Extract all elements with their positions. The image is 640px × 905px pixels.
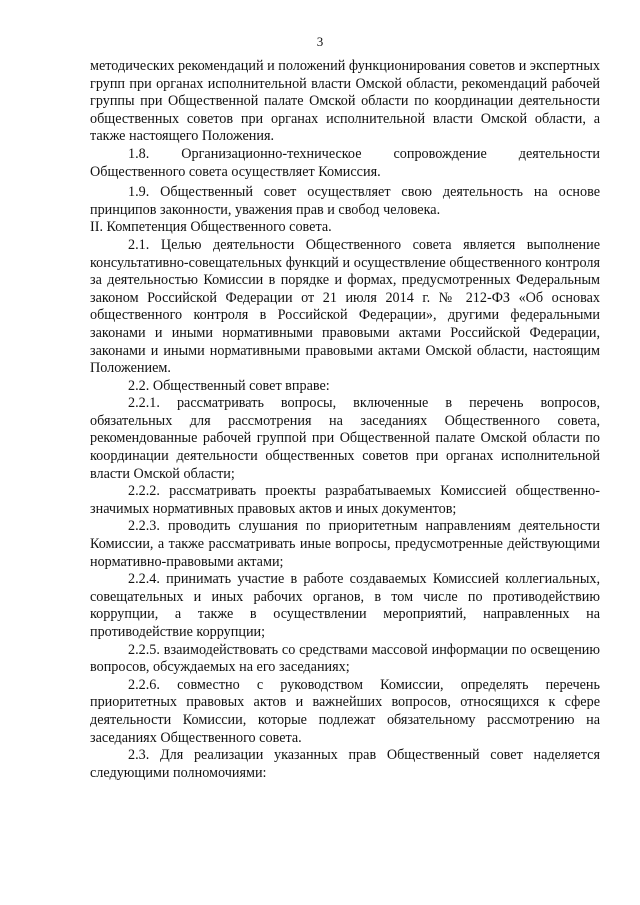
paragraph-2-2-1: 2.2.1. рассматривать вопросы, включенные в перечень вопросов, обязательных для рассмотрения на заседаниях Общественного совета, рекомендованные рабочей группой при Общественной палате Омской области по координации деятельности общественных советов при органах исполнительной власти Омской области;: [90, 395, 600, 482]
paragraph-2-2-2: 2.2.2. рассматривать проекты разрабатываемых Комиссией общественно-значимых нормативных правовых актов и иных документов;: [90, 483, 600, 517]
document-body: [90, 58, 600, 782]
paragraph-2-2-6: 2.2.6. совместно с руководством Комиссии, определять перечень приоритетных правовых актов и важнейших вопросов, относящихся к сфере деятельности Комиссии, которые подлежат обязательному рассмотрению на заседаниях Общественного совета.: [90, 676, 600, 746]
paragraph-2-2-4: 2.2.4. принимать участие в работе создаваемых Комиссией коллегиальных, совещательных и иных рабочих органов, в том числе по противодействию коррупции, а также в осуществлении мероприятий, направленных на противодействие коррупции;: [90, 571, 600, 640]
paragraph-continuation: методических рекомендаций и положений функционирования советов и экспертных групп при органах исполнительной власти Омской области, рекомендаций рабочей группы при Общественной палате Омской области по координации деятельности общественных советов при органах исполнительной власти Омской области, а также настоящего Положения.: [90, 58, 600, 145]
paragraph-2-3: 2.3. Для реализации указанных прав Общественный совет наделяется следующими полномочиями:: [90, 747, 600, 781]
paragraph-2-1: 2.1. Целью деятельности Общественного совета является выполнение консультативно-совещательных функций и осуществление общественного контроля за деятельностью Комиссии в порядке и формах, предусмотренных Федеральным законом Российской Федерации от 21 июля 2014 г. № 212-ФЗ «Об основах общественного контроля в Российской Федерации», другими федеральными законами и иными нормативными правовыми актами Российской Федерации, законами и иными нормативными правовыми актами Омской области, настоящим Положением.: [90, 236, 600, 377]
paragraph-2-2: 2.2. Общественный совет вправе:: [128, 377, 330, 394]
paragraph-1-8: 1.8. Организационно-техническое сопровождение деятельности Общественного совета осуществляет Комиссия.: [90, 145, 600, 180]
paragraph-1-9: 1.9. Общественный совет осуществляет свою деятельность на основе принципов законности, уважения прав и свобод человека.: [90, 184, 600, 218]
section-heading: II. Компетенция Общественного совета.: [90, 219, 332, 236]
page-number: 3: [316, 34, 324, 49]
paragraph-2-2-5: 2.2.5. взаимодействовать со средствами массовой информации по освещению вопросов, обсуждаемых на его заседаниях;: [90, 641, 600, 676]
paragraph-2-2-3: 2.2.3. проводить слушания по приоритетным направлениям деятельности Комиссии, а также рассматривать иные вопросы, предусмотренные действующими нормативно-правовыми актами;: [90, 518, 600, 570]
